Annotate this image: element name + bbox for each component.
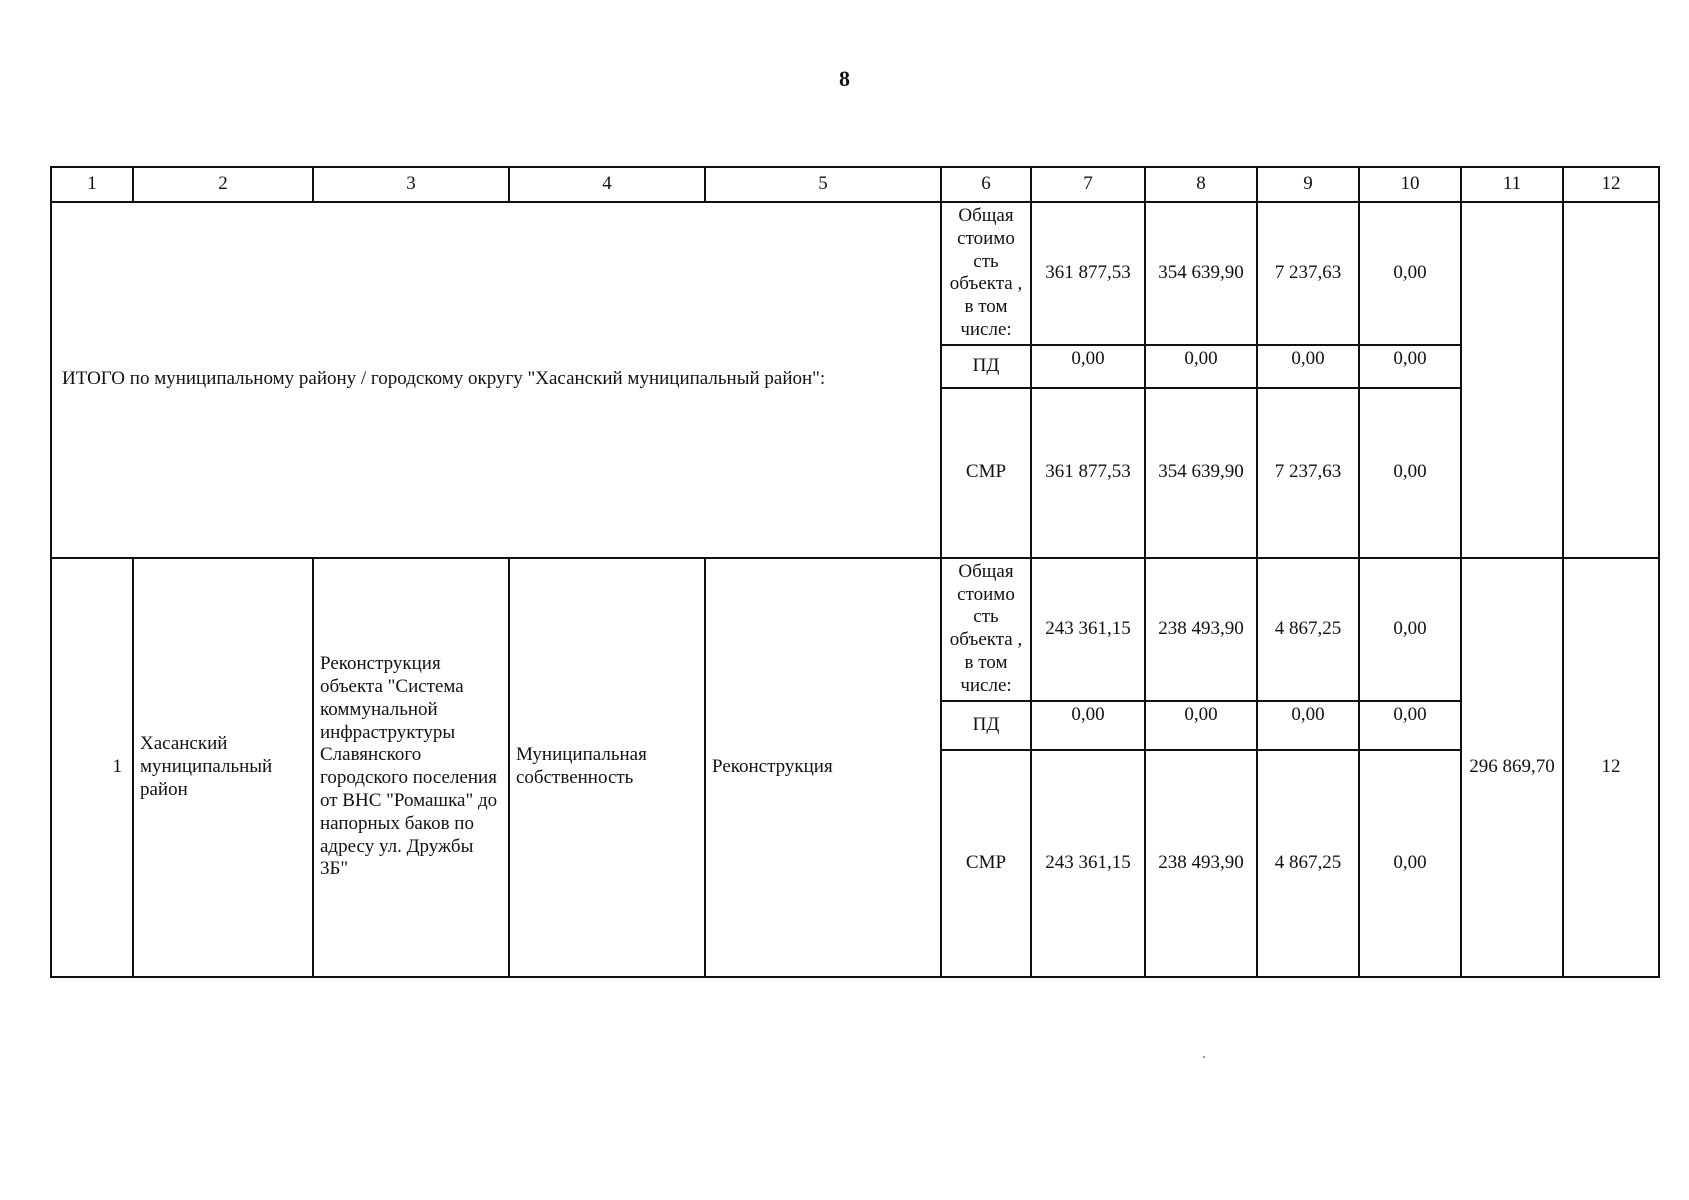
value-cell: 361 877,53	[1031, 202, 1145, 345]
item-index: 1	[51, 558, 133, 977]
value-cell: 354 639,90	[1145, 202, 1257, 345]
value-cell: 0,00	[1359, 388, 1461, 558]
cost-type-label: ПД	[941, 345, 1031, 388]
value-cell: 7 237,63	[1257, 388, 1359, 558]
value-cell: 4 867,25	[1257, 750, 1359, 977]
value-cell: 7 237,63	[1257, 202, 1359, 345]
scan-speck	[1203, 1056, 1205, 1058]
empty-cell	[1563, 202, 1659, 558]
column-header: 10	[1359, 167, 1461, 202]
cost-type-label: СМР	[941, 750, 1031, 977]
budget-table	[50, 166, 1660, 978]
column-header: 12	[1563, 167, 1659, 202]
item-col-11: 296 869,70	[1461, 558, 1563, 977]
value-cell: 0,00	[1031, 345, 1145, 388]
value-cell: 354 639,90	[1145, 388, 1257, 558]
value-cell: 0,00	[1257, 345, 1359, 388]
value-cell: 0,00	[1359, 750, 1461, 977]
value-cell: 0,00	[1359, 701, 1461, 750]
cost-type-label: СМР	[941, 388, 1031, 558]
page-number: 8	[839, 66, 850, 91]
value-cell: 243 361,15	[1031, 558, 1145, 701]
header-row	[51, 167, 1659, 202]
value-cell: 0,00	[1031, 701, 1145, 750]
column-header: 7	[1031, 167, 1145, 202]
column-header: 4	[509, 167, 705, 202]
item-work-type: Реконструкция	[705, 558, 941, 977]
value-cell: 361 877,53	[1031, 388, 1145, 558]
item-object: Реконструкция объекта "Система коммунальной инфраструктуры Славянского городского поселения от ВНС "Ромашка" до напорных баков по адресу ул. Дружбы 3Б"	[313, 558, 509, 977]
total-label: ИТОГО по муниципальному району / городскому округу "Хасанский муниципальный район":	[51, 202, 941, 558]
column-header: 11	[1461, 167, 1563, 202]
column-header: 5	[705, 167, 941, 202]
column-header: 9	[1257, 167, 1359, 202]
column-header: 1	[51, 167, 133, 202]
total-row-general	[51, 202, 1659, 345]
item-ownership: Муниципальная собственность	[509, 558, 705, 977]
item-district: Хасанский муниципальный район	[133, 558, 313, 977]
value-cell: 0,00	[1359, 558, 1461, 701]
value-cell: 0,00	[1359, 202, 1461, 345]
column-header: 3	[313, 167, 509, 202]
value-cell: 0,00	[1145, 345, 1257, 388]
column-header: 2	[133, 167, 313, 202]
cost-type-label: Общая стоимо сть объекта , в том числе:	[941, 558, 1031, 701]
column-header: 6	[941, 167, 1031, 202]
cost-type-label: ПД	[941, 701, 1031, 750]
value-cell: 0,00	[1145, 701, 1257, 750]
value-cell: 238 493,90	[1145, 750, 1257, 977]
value-cell: 4 867,25	[1257, 558, 1359, 701]
value-cell: 0,00	[1257, 701, 1359, 750]
empty-cell	[1461, 202, 1563, 558]
item-col-12: 12	[1563, 558, 1659, 977]
value-cell: 0,00	[1359, 345, 1461, 388]
column-header: 8	[1145, 167, 1257, 202]
cost-type-label: Общая стоимо сть объекта , в том числе:	[941, 202, 1031, 345]
value-cell: 238 493,90	[1145, 558, 1257, 701]
value-cell: 243 361,15	[1031, 750, 1145, 977]
item-row-general	[51, 558, 1659, 701]
